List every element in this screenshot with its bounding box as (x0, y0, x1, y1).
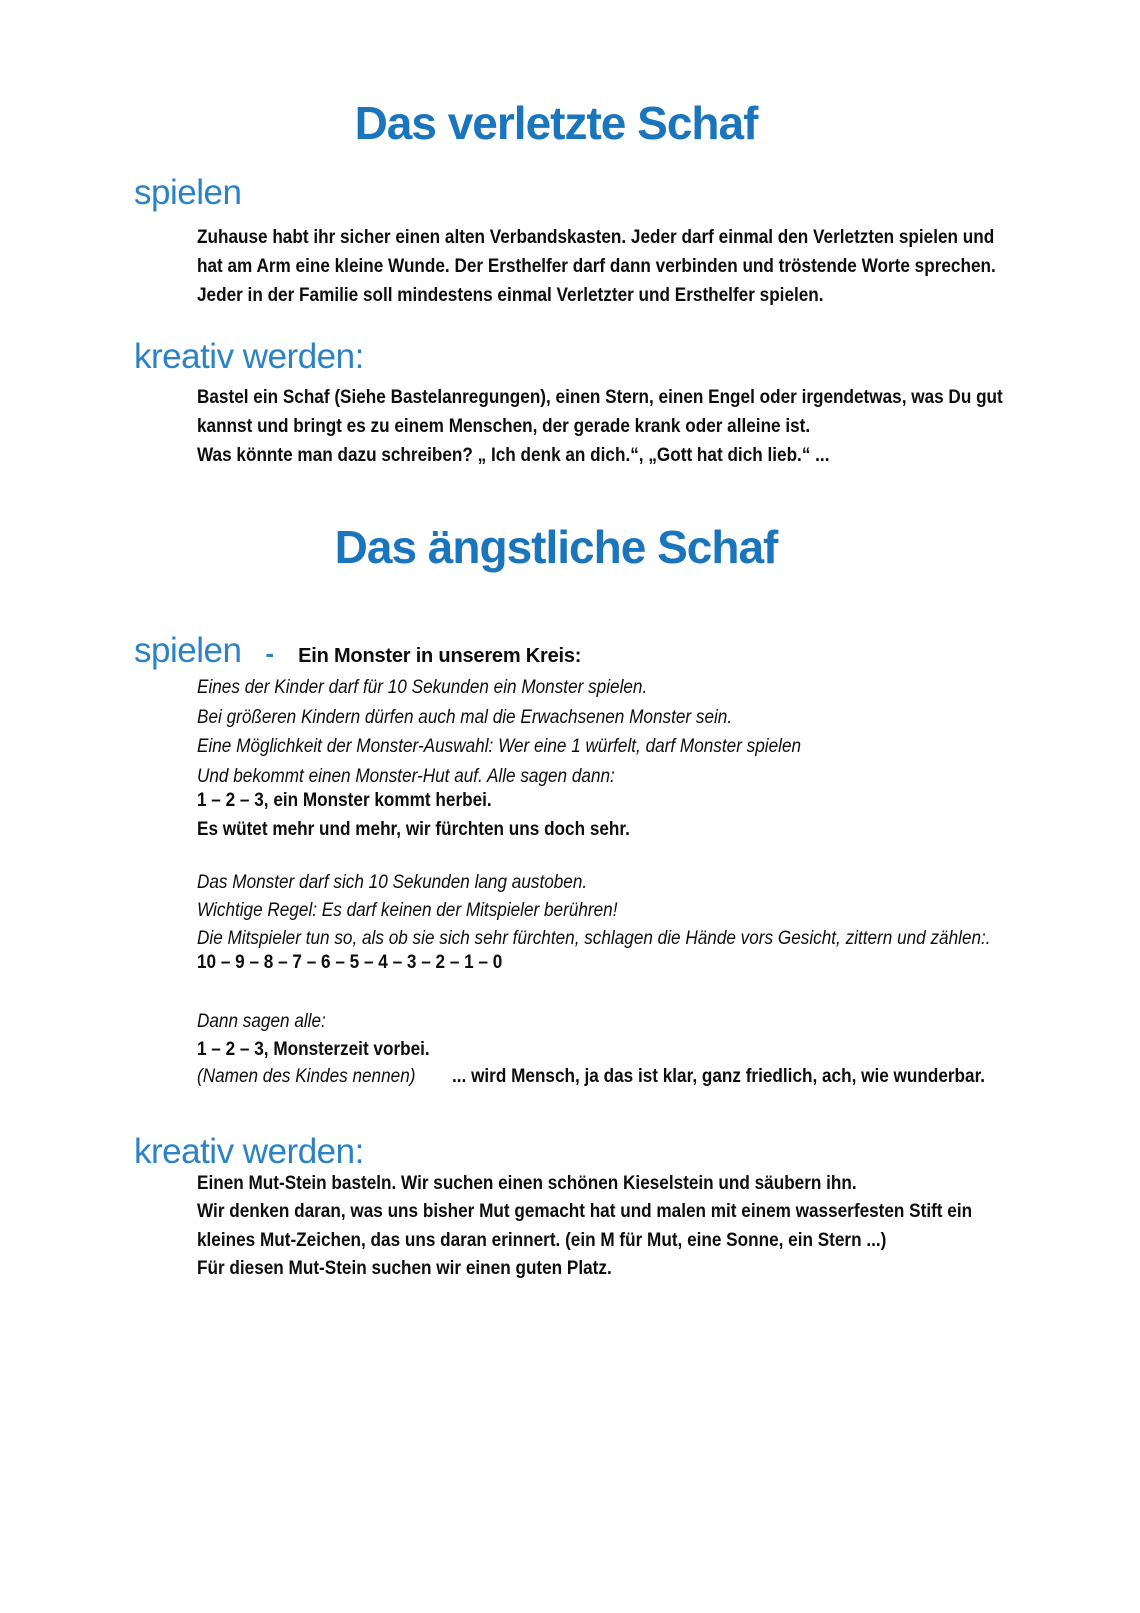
body-line: hat am Arm eine kleine Wunde. Der Ersthelfer darf dann verbinden und tröstende Worte sprechen. (197, 255, 996, 277)
section-heading-spielen: spielen (134, 631, 242, 670)
body-line: Was könnte man dazu schreiben? „ Ich denk an dich.“, „Gott hat dich lieb.“ ... (197, 444, 830, 466)
body-line: Eines der Kinder darf für 10 Sekunden ein Monster spielen. (197, 676, 648, 698)
section-heading-spielen: spielen (134, 173, 242, 212)
paragraph-monster-rules (197, 868, 1099, 952)
body-line: kleines Mut-Zeichen, das uns daran erinnert. (ein M für Mut, eine Sonne, ein Stern ...) (197, 1228, 887, 1251)
closing-bold: ... wird Mensch, ja das ist klar, ganz friedlich, ach, wie wunderbar. (452, 1065, 986, 1087)
body-line: 10 – 9 – 8 – 7 – 6 – 5 – 4 – 3 – 2 – 1 – 0 (197, 951, 503, 973)
countdown-line (197, 948, 544, 976)
sub-heading: Ein Monster in unserem Kreis: (298, 645, 582, 667)
body-line: 1 – 2 – 3, ein Monster kommt herbei. (197, 789, 492, 811)
paragraph-kreativ-1 (197, 383, 1113, 470)
body-line: Einen Mut-Stein basteln. Wir suchen einen schönen Kieselstein und säubern ihn. (197, 1172, 857, 1194)
body-line: Das Monster darf sich 10 Sekunden lang austoben. (197, 871, 588, 893)
body-line: kannst und bringt es zu einem Menschen, der gerade krank oder alleine ist. (197, 415, 811, 437)
paragraph-chant-2 (197, 1035, 461, 1063)
heading-dash: - (265, 638, 275, 668)
body-line: Bastel ein Schaf (Siehe Bastelanregungen), einen Stern, einen Engel oder irgendetwas, was Du gut (197, 386, 1003, 408)
closing-line (197, 1062, 1058, 1090)
body-line: Und bekommt einen Monster-Hut auf. Alle sagen dann: (197, 764, 615, 787)
paragraph-monster-intro (197, 673, 883, 791)
body-line: Jeder in der Familie soll mindestens einmal Verletzter und Ersthelfer spielen. (197, 284, 824, 306)
document-title: Das ängstliche Schaf (334, 521, 778, 573)
section-heading-kreativ: kreativ werden: (134, 1132, 364, 1171)
section-heading-row (134, 633, 581, 669)
body-line: Wir denken daran, was uns bisher Mut gemacht hat und malen mit einem wasserfesten Stift ein (197, 1200, 973, 1223)
document-title: Das verletzte Schaf (354, 97, 758, 149)
body-line: Dann sagen alle: (197, 1010, 326, 1032)
then-line (197, 1007, 343, 1035)
body-line: Für diesen Mut-Stein suchen wir einen guten Platz. (197, 1256, 612, 1279)
closing-italic: (Namen des Kindes nennen) (197, 1065, 416, 1087)
paragraph-spielen-1 (197, 223, 1105, 310)
paragraph-chant-1 (197, 786, 689, 843)
paragraph-kreativ-2 (197, 1169, 1078, 1282)
body-line: Bei größeren Kindern dürfen auch mal die Erwachsenen Monster sein. (197, 705, 733, 728)
body-line: Zuhause habt ihr sicher einen alten Verbandskasten. Jeder darf einmal den Verletzten spielen und (197, 226, 995, 248)
body-line: Eine Möglichkeit der Monster-Auswahl: Wer eine 1 würfelt, darf Monster spielen (197, 735, 802, 757)
body-line: Die Mitspieler tun so, als ob sie sich sehr fürchten, schlagen die Hände vors Gesicht, zittern und zählen:. (197, 927, 991, 949)
body-line: Es wütet mehr und mehr, wir fürchten uns doch sehr. (197, 817, 630, 840)
body-line: Wichtige Regel: Es darf keinen der Mitspieler berühren! (197, 899, 618, 921)
body-line: 1 – 2 – 3, Monsterzeit vorbei. (197, 1038, 430, 1060)
section-heading-kreativ: kreativ werden: (134, 337, 364, 376)
